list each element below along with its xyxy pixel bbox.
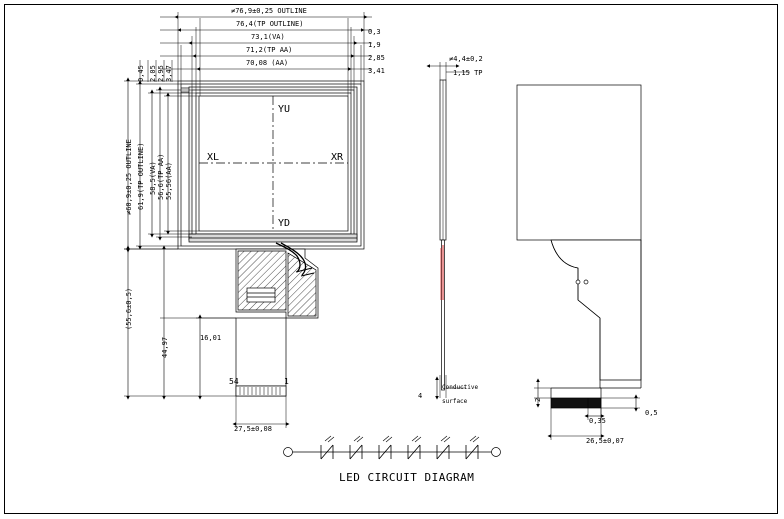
note-conductive-surface-line2: surface [442,398,468,405]
dim-tail-44-97: 44,97 [161,336,169,358]
dim-rear-0-5: 0,5 [645,409,658,417]
dim-rear-width: 26,5±0,07 [586,437,624,445]
dim-right-3-41: 3,41 [368,67,385,75]
dim-va-height: 58,5(VA) [149,161,157,195]
dim-side-4: 4 [418,392,423,400]
dim-tail-16-01: 16,01 [200,334,222,342]
dim-tail-width: 27,5±0,08 [234,425,272,433]
terminal-label-yd: YD [278,218,291,229]
pin-label-54: 54 [229,377,239,386]
dim-tp-aa-width: 71,2(TP AA) [246,46,293,54]
dim-left-3-47: 3,47 [165,65,173,82]
dim-aa-height: 55,56(AA) [165,162,173,200]
dim-left-0-45: 0,45 [137,65,145,82]
dim-right-1-9: 1,9 [368,41,381,49]
pin-label-1: 1 [284,377,289,386]
dim-outline-width: ≠76,9±0,25 OUTLINE [231,7,307,15]
dim-side-thickness: ≠4,4±0,2 [449,55,483,63]
dim-rear-0-35: 0,35 [589,417,606,425]
dim-tp-aa-height: 56,6(TP AA) [157,153,165,200]
dim-aa-width: 70,08 (AA) [246,59,289,67]
dim-tp-outline-width: 76,4(TP OUTLINE) [236,20,304,28]
dim-va-width: 73,1(VA) [251,33,285,41]
terminal-label-yu: YU [278,104,291,115]
terminal-label-xl: XL [207,152,220,163]
dim-rear-2: 2 [534,397,542,402]
dim-right-2-85: 2,85 [368,54,385,62]
dim-right-0-3: 0,3 [368,28,381,36]
dim-tp-outline-height: 61,9(TP OUTLINE) [137,142,145,210]
dim-outline-height: ≠60,9±0,25 OUTLINE [125,139,133,215]
note-conductive-surface-line1: Conductive [442,384,479,391]
dim-tail-total-length: (55,6±0,5) [125,287,133,330]
dim-side-tp-thickness: 1,15 TP [453,69,483,77]
dim-left-2-05: 2,05 [149,65,157,82]
dim-left-2-95: 2,95 [157,65,165,82]
led-circuit-title: LED CIRCUIT DIAGRAM [339,471,475,484]
terminal-label-xr: XR [331,152,344,163]
